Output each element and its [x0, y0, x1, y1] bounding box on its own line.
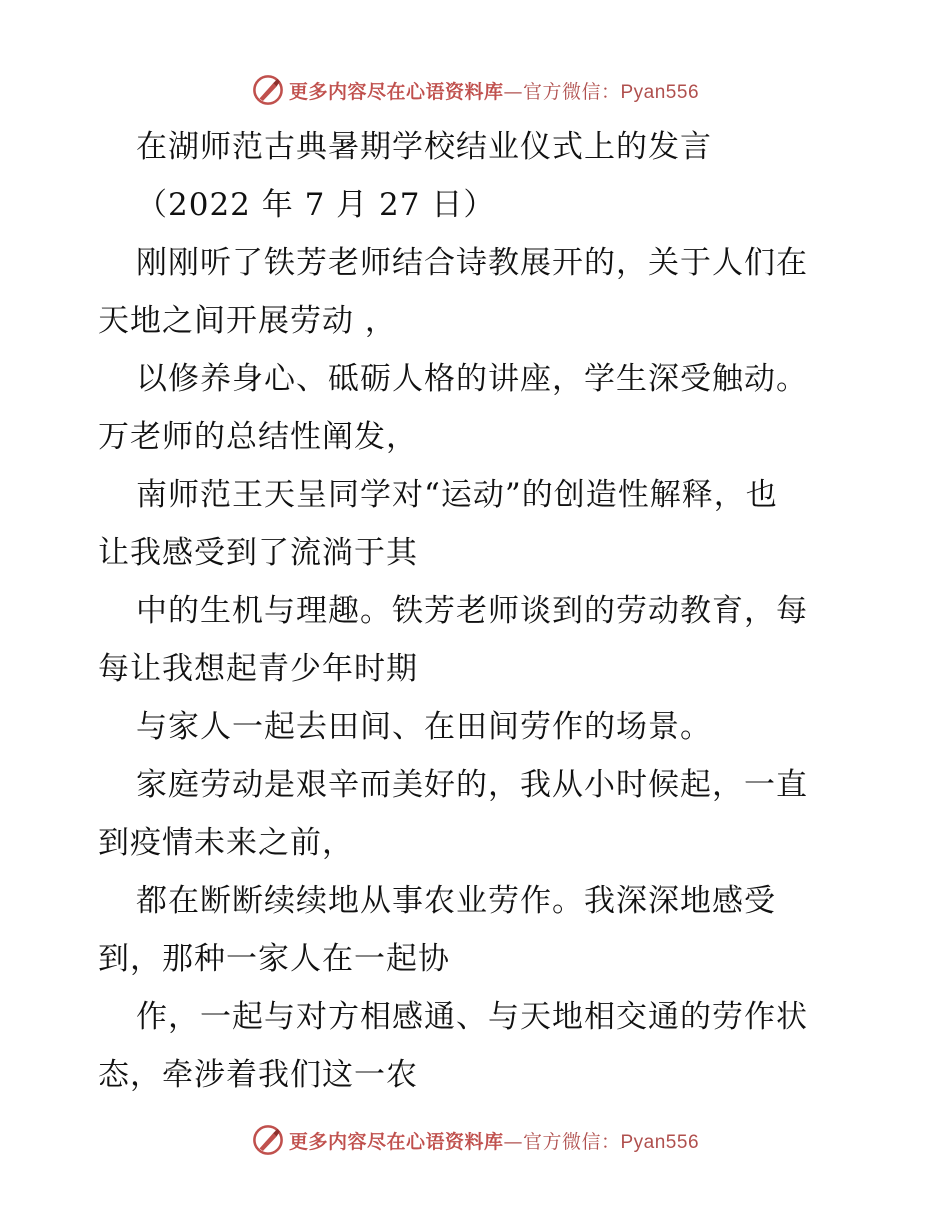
watermark-id-text: Pyan556	[620, 81, 700, 103]
text-line: 南师范王天呈同学对“运动”的创造性解释，也	[136, 477, 778, 513]
document-body	[98, 118, 858, 1104]
pen-logo-icon	[251, 73, 285, 107]
text-line: 万老师的总结性阐发，	[98, 419, 418, 455]
text-line: 作，一起与对方相感通、与天地相交通的劳作状	[136, 999, 808, 1035]
document-title: 在湖师范古典暑期学校结业仪式上的发言	[136, 129, 712, 165]
watermark-dash-text: —官方微信：	[503, 1130, 621, 1153]
watermark-footer	[0, 1120, 950, 1160]
text-line: 中的生机与理趣。铁芳老师谈到的劳动教育，每	[136, 593, 808, 629]
text-line: 每让我想起青少年时期	[98, 651, 418, 687]
text-line: 与家人一起去田间、在田间劳作的场景。	[136, 709, 712, 745]
watermark-main-text: 更多内容尽在心语资料库	[288, 80, 504, 103]
text-line: 刚刚听了铁芳老师结合诗教展开的，关于人们在	[136, 245, 808, 281]
text-line: 态，牵涉着我们这一农	[98, 1057, 418, 1093]
watermark-header	[0, 70, 950, 110]
text-line: 让我感受到了流淌于其	[98, 535, 418, 571]
watermark-id-text: Pyan556	[620, 1131, 700, 1153]
text-line: 都在断断续续地从事农业劳作。我深深地感受	[136, 883, 776, 919]
watermark-text	[289, 77, 699, 104]
text-line: 到疫情未来之前，	[98, 825, 354, 861]
text-line: 家庭劳动是艰辛而美好的，我从小时候起，一直	[136, 767, 808, 803]
document-date: （2022 年 7 月 27 日）	[136, 187, 496, 223]
watermark-main-text: 更多内容尽在心语资料库	[288, 1130, 504, 1153]
text-line: 到，那种一家人在一起协	[98, 941, 450, 977]
watermark-text	[289, 1127, 699, 1154]
pen-logo-icon	[251, 1123, 285, 1157]
text-line: 天地之间开展劳动 ，	[98, 303, 397, 339]
watermark-dash-text: —官方微信：	[503, 80, 621, 103]
text-line: 以修养身心、砥砺人格的讲座，学生深受触动。	[136, 361, 808, 397]
